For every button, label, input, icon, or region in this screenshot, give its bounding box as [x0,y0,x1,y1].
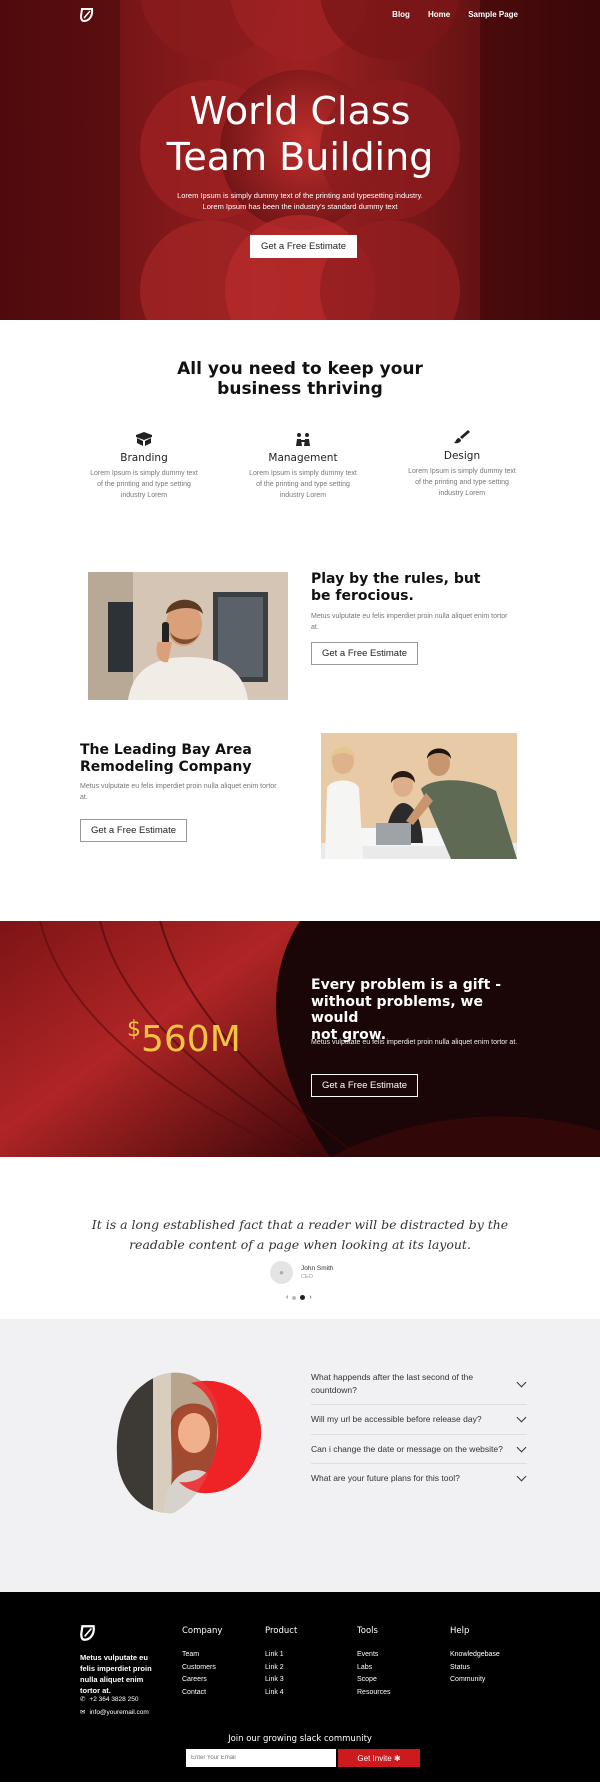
stats-text: Metus vulputate eu felis imperdiet proin nulla aliquet enim tortor at. [311,1039,518,1046]
mail-icon: ✉ [80,1709,86,1716]
footer-link[interactable]: Scope [357,1676,377,1683]
feature-description: Lorem Ipsum is simply dummy text of the printing and type setting industry Lorem [249,470,357,499]
footer-link[interactable]: Labs [357,1663,373,1671]
footer-link[interactable]: Status [450,1663,470,1671]
box-icon [135,432,153,446]
footer-column-title: Product [265,1626,298,1636]
footer-phone-text: +2 364 3828 250 [89,1695,139,1703]
faq-item[interactable] [311,1435,527,1465]
hero-subtitle-line-2: Lorem Ipsum has been the industry's standard dummy text [202,202,398,211]
avatar [270,1261,293,1284]
footer-link[interactable]: Events [357,1651,379,1658]
testimonial-role: CEO [301,1274,313,1280]
site-footer [0,1592,600,1782]
features-title [0,359,600,399]
section1-text: Metus vulputate eu felis imperdiet proin nulla aliquet enim tortor at. [311,613,508,631]
nav-link-home[interactable]: Home [427,10,451,19]
footer-column-title: Tools [357,1626,378,1636]
section2-text: Metus vulputate eu felis imperdiet proin nulla aliquet enim tortor at. [80,783,277,801]
hero-subtitle [0,190,600,212]
stats-section [0,921,600,1157]
section1-title [311,571,481,604]
hero-title [0,88,600,180]
team-icon [294,432,312,446]
get-invite-label: Get Invite [357,1753,392,1763]
section1-title-line-2: be ferocious. [311,587,414,604]
hero-section [0,0,600,320]
feature-design [407,430,517,499]
footer-link[interactable]: Link 3 [265,1676,284,1683]
leaf-logo-icon[interactable] [80,7,94,23]
footer-link[interactable]: Contact [182,1688,207,1696]
quote-line-1: It is a long established fact that a reader will be distracted by the [91,1217,509,1232]
feature-description: Lorem Ipsum is simply dummy text of the printing and type setting industry Lorem [408,468,516,497]
stat-currency: $ [127,1017,141,1042]
man-photo-illustration [88,572,288,700]
testimonial-quote [90,1215,510,1255]
faq-item[interactable] [311,1464,527,1493]
faq-list [311,1363,527,1493]
split-section-1 [0,560,600,728]
footer-link[interactable]: Link 1 [265,1651,284,1658]
footer-column-help [450,1626,500,1687]
stat-value [127,1019,241,1060]
nav-links [392,10,518,19]
stats-title-line-3: not grow. [311,1026,387,1043]
section2-title [80,742,252,775]
footer-column-tools [357,1626,390,1699]
newsletter-email-input[interactable] [186,1749,336,1767]
faq-item[interactable] [311,1363,527,1405]
hero-title-line-2: Team Building [166,135,434,179]
faq-section [0,1319,600,1592]
footer-email[interactable] [80,1708,149,1716]
get-invite-button[interactable] [338,1749,420,1767]
carousel-controls [286,1294,312,1301]
feature-management [248,432,358,501]
footer-link[interactable]: Customers [182,1663,216,1671]
nav-link-sample-page[interactable]: Sample Page [468,10,518,19]
testimonial-section [0,1157,600,1319]
faq-question: What are your future plans for this tool? [311,1473,460,1483]
faq-question: Can i change the date or message on the website? [311,1443,503,1454]
hero-estimate-button[interactable]: Get a Free Estimate [250,235,357,258]
section2-title-line-1: The Leading Bay Area [80,742,252,758]
avatar-placeholder-icon: ● [279,1268,284,1277]
footer-link[interactable]: Careers [182,1676,207,1683]
stats-title [311,977,531,1043]
footer-column-title: Company [182,1626,223,1636]
phone-icon: ✆ [80,1696,86,1703]
team-photo-illustration [321,733,517,859]
footer-column-company [182,1626,222,1699]
chevron-down-icon[interactable] [517,1413,527,1423]
carousel-dot-1[interactable] [292,1296,296,1300]
footer-link[interactable]: Link 2 [265,1663,284,1671]
footer-column-title: Help [450,1626,470,1636]
section2-estimate-button[interactable]: Get a Free Estimate [80,819,187,842]
feature-name: Management [268,452,338,464]
chevron-down-icon[interactable] [517,1442,527,1452]
footer-link[interactable]: Community [450,1676,486,1683]
split-section-2 [0,728,600,921]
chevron-down-icon[interactable] [517,1377,527,1387]
stat-number: 560M [141,1019,241,1060]
woman-portrait-art [113,1365,263,1515]
testimonial-author: John Smith [301,1265,334,1272]
footer-link[interactable]: Resources [357,1688,391,1696]
section1-title-line-1: Play by the rules, but [311,571,481,587]
leaf-logo-icon[interactable] [80,1624,96,1642]
faq-question: What happends after the last second of the countdown? [311,1372,474,1395]
hero-title-line-1: World Class [189,89,411,133]
slack-icon: ✱ [393,1753,401,1763]
footer-link[interactable]: Knowledgebase [450,1651,500,1658]
man-on-phone-photo [88,572,288,700]
features-section [0,320,600,560]
faq-item[interactable] [311,1405,527,1435]
carousel-next-icon[interactable]: › [309,1294,312,1301]
hero-subtitle-line-1: Lorem Ipsum is simply dummy text of the printing and typesetting industry. [177,191,423,200]
footer-phone[interactable] [80,1695,138,1703]
chevron-down-icon[interactable] [517,1472,527,1482]
quote-line-2: readable content of a page when looking at its layout. [129,1237,471,1252]
features-title-line-1: All you need to keep your [177,359,423,379]
carousel-prev-icon[interactable]: ‹ [286,1294,289,1301]
top-nav [0,0,600,30]
footer-column-product [265,1626,297,1699]
team-meeting-photo [321,733,517,859]
nav-link-blog[interactable]: Blog [392,10,410,19]
brush-icon [453,430,471,444]
footer-join-text: Join our growing slack community [228,1734,372,1744]
footer-about-text: Metus vulputate eu felis imperdiet proin nulla aliquet enim tortor at. [80,1653,152,1695]
feature-name: Branding [120,452,168,464]
carousel-dot-2[interactable] [300,1295,305,1300]
feature-description: Lorem Ipsum is simply dummy text of the printing and type setting industry Lorem [90,470,198,499]
section2-title-line-2: Remodeling Company [80,758,252,775]
footer-link[interactable]: Link 4 [265,1688,284,1696]
stats-estimate-button[interactable]: Get a Free Estimate [311,1074,418,1097]
features-title-line-2: business thriving [217,379,383,399]
feature-branding [89,432,199,501]
feature-name: Design [443,450,481,462]
footer-link[interactable]: Team [182,1651,200,1658]
stats-title-line-1: Every problem is a gift - [311,977,502,993]
stats-title-line-2: without problems, we would [311,993,483,1026]
section1-estimate-button[interactable]: Get a Free Estimate [311,642,418,665]
faq-question: Will my url be accessible before release day? [311,1414,482,1424]
footer-email-text: info@youremail.com [89,1708,149,1716]
